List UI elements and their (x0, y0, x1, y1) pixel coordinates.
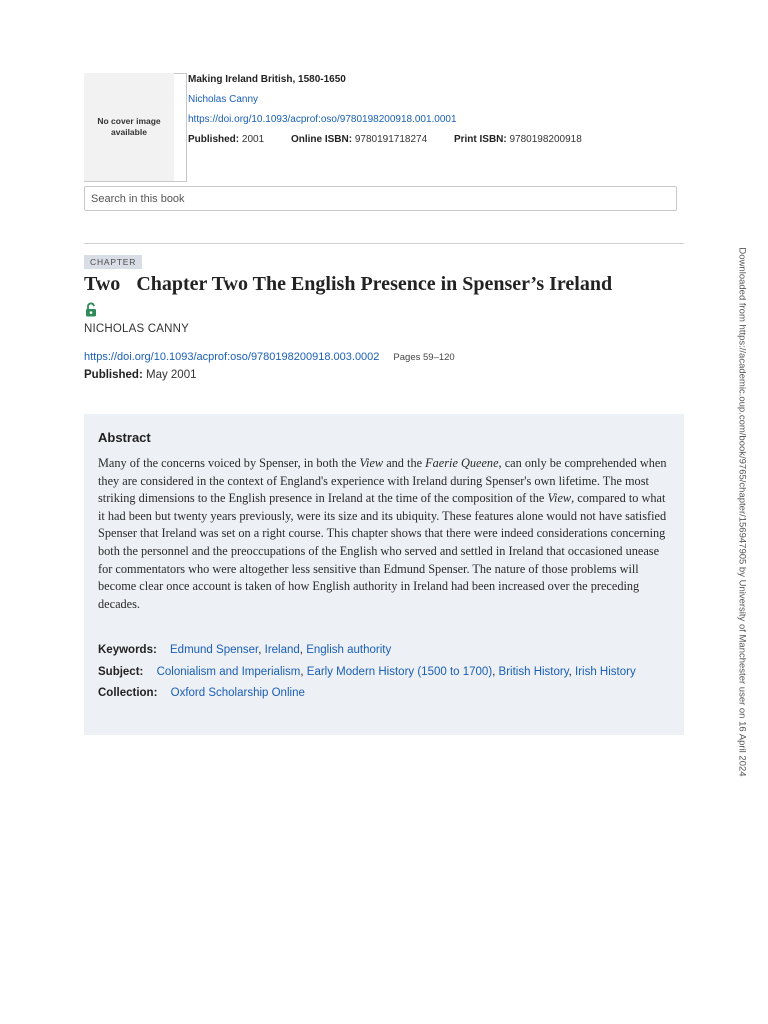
chapter-doi-row (84, 351, 455, 363)
keyword-link[interactable]: Edmund Spenser (170, 644, 259, 657)
chapter-number: Two (84, 273, 121, 295)
keywords-label: Keywords: (98, 644, 157, 657)
book-meta (188, 73, 582, 147)
book-title: Making Ireland British, 1580-1650 (188, 74, 346, 85)
chapter-author: NICHOLAS CANNY (84, 323, 190, 335)
subject-link[interactable]: British History (498, 665, 569, 678)
chapter-pages: Pages 59–120 (393, 352, 455, 363)
book-author-link[interactable]: Nicholas Canny (188, 94, 259, 105)
book-doi-link[interactable]: https://doi.org/10.1093/acprof:oso/9780198200918.001.0001 (188, 114, 457, 125)
chapter-title-text: Chapter Two The English Presence in Spenser’s Ireland (136, 273, 613, 295)
subject-link[interactable]: Colonialism and Imperialism (156, 665, 301, 678)
chapter-published: Published: May 2001 (84, 369, 197, 381)
book-publication-info (188, 133, 582, 147)
abstract-heading: Abstract (98, 430, 151, 445)
lock-open-icon (84, 302, 98, 317)
abstract-text: Many of the concerns voiced by Spenser, in both the View and the Faerie Queene, can only be comprehended when they are considered in the context of England's experience with Ireland during Spenser's own lifetime. The most striking dimensions to the English presence in Ireland at the time of the composition of the View, compared to what it had been but twenty years previously, were its size and its ubiquity. These features alone would not have satisfied Spenser that Ireland was set on a right course. This chapter shows that there were indeed considerations concerning both the personnel and the preoccupations of the English who served and settled in Ireland that occasioned unease for commentators who were altogether less sensitive than Edmund Spenser. The nature of those problems will become clear once account is taken of how English authority in Ireland had been increased over the preceding decades. (98, 456, 667, 611)
chapter-title (84, 271, 612, 297)
download-watermark: Downloaded from https://academic.oup.com/book/9765/chapter/156947905 by University of Manchester user on 16 April 2024 (736, 247, 748, 777)
subject-row: Subject: Colonialism and Imperialism, Early Modern History (1500 to 1700), British History, Irish History (98, 665, 636, 678)
collection-row (98, 683, 670, 705)
print-isbn: Print ISBN: 9780198200918 (453, 134, 582, 145)
section-divider (84, 243, 684, 244)
subject-label: Subject: (98, 665, 144, 678)
book-cover (84, 73, 187, 182)
search-in-book-input[interactable] (84, 186, 677, 211)
cover-divider (174, 73, 187, 74)
collection-link[interactable]: Oxford Scholarship Online (170, 687, 305, 700)
book-published: Published: 2001 (188, 134, 265, 145)
keyword-link[interactable]: Ireland (264, 644, 300, 657)
cover-placeholder: No cover image available (84, 73, 174, 181)
book-header (84, 73, 684, 183)
abstract-panel (84, 414, 684, 735)
subject-link[interactable]: Early Modern History (1500 to 1700) (306, 665, 493, 678)
chapter-doi-link[interactable]: https://doi.org/10.1093/acprof:oso/9780198200918.003.0002 (84, 351, 380, 363)
chapter-badge: CHAPTER (84, 255, 142, 269)
collection-label: Collection: (98, 687, 158, 700)
online-isbn: Online ISBN: 9780191718274 (290, 134, 428, 145)
subject-link[interactable]: Irish History (575, 665, 636, 678)
keywords-row: Keywords: Edmund Spenser, Ireland, English authority (98, 644, 392, 657)
keyword-link[interactable]: English authority (306, 644, 392, 657)
metadata-list (98, 640, 670, 705)
